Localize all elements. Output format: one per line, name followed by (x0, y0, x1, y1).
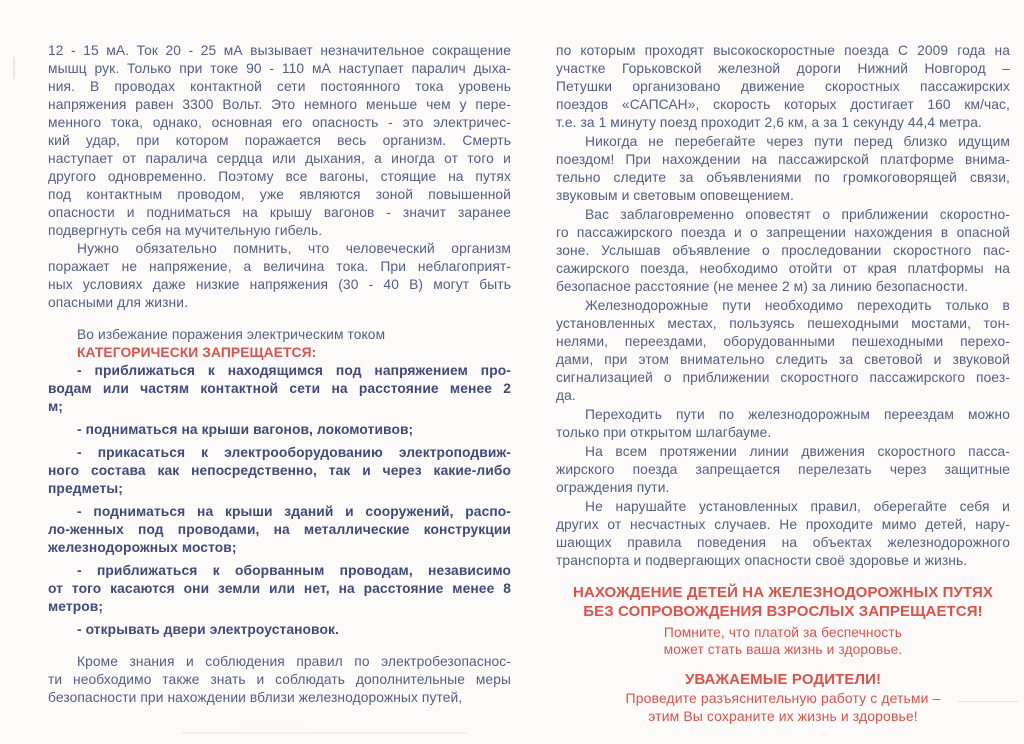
prohibited-item (48, 362, 511, 416)
paragraph-announcements (556, 206, 1010, 296)
text-line: т.е. за 1 минуту поезд проходит 2,6 км, а за 1 секунду 44,4 метра. (556, 115, 982, 130)
text-line: Нужно обязательно помнить, что человеческий организм (77, 241, 511, 256)
paragraph-rules (556, 498, 1010, 570)
text-line: кий удар, при котором поражается весь организм. Смерть (48, 133, 511, 148)
text-line: по которым проходят высокоскоростные поезда С 2009 года на (556, 43, 1010, 58)
text-line: Железнодорожные пути необходимо переходить только в (585, 298, 1010, 313)
text-line: нелями, переездами, оборудованными пешеходными перехо- (556, 334, 1010, 349)
paragraph-closing (48, 653, 511, 707)
text-line: м; (48, 399, 64, 414)
paragraph-sapsan-info (556, 42, 1010, 132)
paragraph-never-run (556, 133, 1010, 205)
text-line: других от несчастных случаев. Не проходите мимо детей, нару- (556, 517, 1010, 532)
text-line: Помните, что платой за беспечность (663, 625, 903, 640)
text-line: 12 - 15 мА. Ток 20 - 25 мА вызывает незначительное сокращение (48, 43, 511, 58)
text-line: звуковым и световым оповещением. (556, 188, 794, 203)
text-line: другого одновременно. Поэтому все вагоны, стоящие на путях (48, 169, 511, 184)
text-line: - подниматься на крыши вагонов, локомотивов; (77, 422, 414, 437)
text-line: ти необходимо также знать и соблюдать дополнительные меры (48, 672, 511, 687)
text-line: безопасности при нахождении вблизи железнодорожных путей, (48, 690, 463, 705)
text-line: сигнализацией о приближении скоростного пассажирского поез- (556, 370, 1010, 385)
scan-artifact (240, 722, 310, 730)
text-line: Переходить пути по железнодорожным переездам можно (585, 407, 1010, 422)
text-line: На всем протяжении линии движения скоростного пасса- (585, 444, 1010, 459)
text-line: Проведите разъяснительную работу с детьми – (625, 690, 941, 706)
text-line: - прикасаться к электрооборудованию электроподвиж- (77, 445, 511, 460)
text-line: транспорта и подвергающих опасности своё здоровье и жизнь. (556, 553, 968, 568)
text-line: напряжения равен 3300 Вольт. Это немного меньше чем у пере- (48, 97, 511, 112)
carelessness-warning (556, 624, 1010, 658)
text-line: БЕЗ СОПРОВОЖДЕНИЯ ВЗРОСЛЫХ ЗАПРЕЩАЕТСЯ! (583, 603, 983, 620)
prohibited-item (48, 503, 511, 557)
prohibited-item (48, 562, 511, 616)
paragraph-fences (556, 443, 1010, 497)
paragraph-barrier (556, 406, 1010, 442)
text-line: ло-женных под проводами, на металлические конструкции (48, 522, 511, 537)
text-line: зоне. Услышав объявление о проследовании скоростного пас- (556, 243, 1010, 258)
text-line: может стать ваша жизнь и здоровье. (663, 642, 903, 657)
text-line: железнодорожных мостов; (48, 540, 237, 555)
text-line: - открывать двери электроустановок. (77, 622, 339, 637)
left-page-column (48, 42, 511, 707)
text-line: го пассажирского поезда и о запрещении нахождения в опасной (556, 225, 1010, 240)
text-line: жирского поезда запрещается перелезать через защитные (556, 462, 1010, 477)
text-line: подвергнуть себя на мучительную гибель. (48, 223, 323, 238)
paragraph-crossing-places (556, 297, 1010, 405)
text-line: от того касаются они земли или нет, на расстояние менее 8 (48, 581, 511, 596)
prohibition-heading: КАТЕГОРИЧЕСКИ ЗАПРЕЩАЕТСЯ: (77, 345, 317, 360)
text-line: дами, при этом внимательно следить за световой и звуковой (556, 352, 1010, 367)
text-line: водам или частям контактной сети на расстояние менее 2 (48, 381, 511, 396)
prohibition-intro: Во избежание поражения электрическим током (77, 327, 386, 342)
text-line: шающих правила поведения на объектах железнодорожного (556, 535, 1010, 550)
text-line: этим Вы сохраните их жизнь и здоровье! (648, 708, 918, 724)
text-line: - приближаться к оборванным проводам, независимо (77, 563, 511, 578)
text-line: тельно следите за объявлениями по громкоговорящей связи, (556, 170, 1010, 185)
paragraph-current-effects (48, 42, 511, 240)
right-page-column (556, 42, 1010, 725)
parents-heading: УВАЖАЕМЫЕ РОДИТЕЛИ! (684, 671, 882, 688)
text-line: поражает не напряжение, а величина тока. При неблагоприят- (48, 259, 511, 274)
text-line: опасности и подниматься на крышу вагонов - значит заранее (48, 205, 511, 220)
text-line: метров; (48, 599, 104, 614)
text-line: - подниматься на крыши зданий и сооружений, распо- (77, 504, 511, 519)
text-line: ния. В проводах контактной сети постоянного тока уровень (48, 79, 511, 94)
text-line: - приближаться к находящимся под напряжением про- (77, 363, 511, 378)
text-line: ного состава как непосредственно, так и через какие-либо (48, 463, 511, 478)
paragraph-voltage-warning (48, 240, 511, 312)
text-line: мышц рук. Только при токе 90 - 110 мА наступает паралич дыха- (48, 61, 511, 76)
text-line: сажирского поезда, необходимо отойти от края платформы на (556, 261, 1010, 276)
text-line: установленных местах, пользуясь пешеходными мостами, тон- (556, 316, 1010, 331)
text-line: опасными для жизни. (48, 295, 189, 310)
text-line: только при открытом шлагбауме. (556, 425, 772, 440)
text-line: участке Горьковской железной дороги Нижний Новгород – (556, 61, 1010, 76)
text-line: ограждения пути. (556, 480, 670, 495)
prohibited-item (48, 621, 511, 639)
text-line: да. (556, 388, 576, 403)
text-line: Никогда не перебегайте через пути перед близко идущим (585, 134, 1010, 149)
text-line: Петушки организовано движение скоростных пассажирских (556, 79, 1010, 94)
text-line: менного тока, однако, основная его опасность - это электричес- (48, 115, 511, 130)
text-line: Вас заблаговременно оповестят о приближении скоростно- (585, 207, 1010, 222)
children-prohibition-notice (556, 583, 1010, 621)
text-line: безопасное расстояние (не менее 2 м) за линию безопасности. (556, 279, 969, 294)
prohibited-item (48, 444, 511, 498)
text-line: Кроме знания и соблюдения правил по электробезопаснос- (77, 654, 511, 669)
text-line: поездом! При нахождении на пассажирской платформе внима- (556, 152, 1010, 167)
text-line: под контактным проводом, уже являются зоной повышенной (48, 187, 511, 202)
text-line: предметы; (48, 481, 123, 496)
text-line: наступает от паралича сердца или дыхания, а иногда от того и (48, 151, 511, 166)
text-line: Не нарушайте установленных правил, оберегайте себя и (585, 499, 1010, 514)
scan-artifact (13, 57, 15, 79)
prohibited-item (48, 421, 511, 439)
parents-message (556, 689, 1010, 725)
text-line: НАХОЖДЕНИЕ ДЕТЕЙ НА ЖЕЛЕЗНОДОРОЖНЫХ ПУТЯХ (572, 584, 994, 601)
text-line: поездов «САПСАН», скорость которых достигает 160 км/час, (556, 97, 1010, 112)
text-line: ных условиях даже низкие напряжения (30 - 40 В) могут быть (48, 277, 511, 292)
scan-artifact (182, 732, 467, 734)
